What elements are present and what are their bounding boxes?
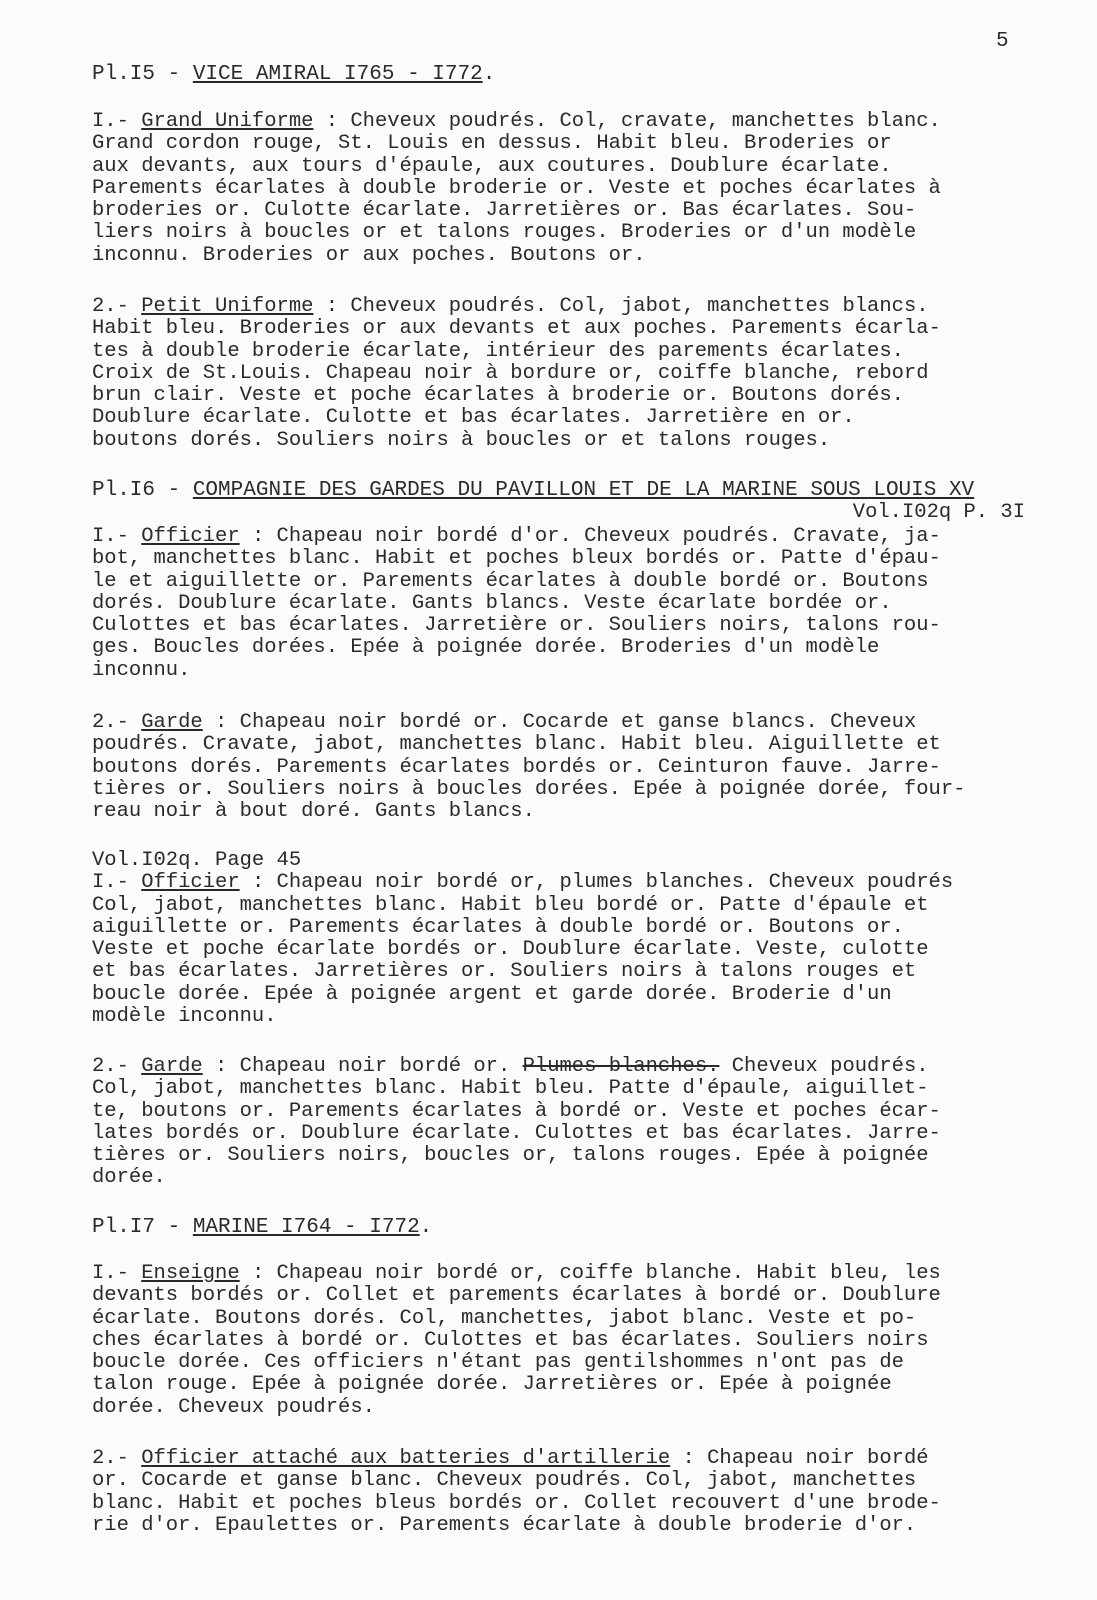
text-line: liers noirs à boucles or et talons rouges. Broderies or d'un modèle: [92, 221, 917, 245]
text-line: : Chapeau noir bordé d'or. Cheveux poudrés. Cravate, ja-: [239, 525, 941, 548]
text-line: COMPAGNIE DES GARDES DU PAVILLON ET DE LA MARINE SOUS LOUIS XV: [192, 479, 975, 502]
text-line: 2.-: [92, 295, 142, 318]
paragraph-label: Grand Uniforme: [141, 110, 314, 133]
text-line: I.-: [92, 525, 142, 548]
text-line: lates bordés or. Doublure écarlate. Culottes et bas écarlates. Jarre-: [92, 1121, 941, 1145]
paragraph-enseigne: [92, 1263, 1087, 1419]
paragraph-label: Enseigne: [141, 1262, 240, 1285]
text-line: VICE AMIRAL I765 - I772: [192, 63, 483, 86]
paragraph-label: Officier: [141, 525, 240, 548]
text-line: devants bordés or. Collet et parements écarlates à bordé or. Doublure: [92, 1284, 941, 1308]
text-line: : Chapeau noir bordé: [670, 1447, 929, 1470]
text-line: aiguillette or. Parements écarlates à double bordé or. Boutons or.: [92, 915, 904, 939]
text-line: tières or. Souliers noirs, boucles or, talons rouges. Epée à poignée: [92, 1144, 929, 1168]
text-line: : Cheveux poudrés. Col, jabot, manchettes blancs.: [313, 295, 929, 318]
paragraph-officier-artillerie: [92, 1448, 1087, 1537]
text-line: blanc. Habit et poches bleus bordés or. Collet recouvert d'une brode-: [92, 1491, 941, 1515]
paragraph-label: Officier attaché aux batteries d'artillerie: [141, 1447, 671, 1470]
text-line: tes à double broderie écarlate, intérieur des parements écarlates.: [92, 339, 904, 363]
text-line: : Chapeau noir bordé or, coiffe blanche. Habit bleu, les: [239, 1262, 941, 1285]
text-line: reau noir à bout doré. Gants blancs.: [92, 800, 535, 824]
paragraph-garde: [92, 712, 1087, 823]
text-line: : Cheveux poudrés. Col, cravate, manchettes blanc.: [313, 110, 941, 133]
text-line: et bas écarlates. Jarretières or. Souliers noirs à talons rouges et: [92, 960, 917, 984]
volume-reference: Vol.I02q P. 3I: [852, 501, 1025, 525]
text-line: .: [419, 1216, 433, 1239]
text-line: inconnu.: [92, 658, 191, 682]
paragraph-label: Petit Uniforme: [141, 295, 314, 318]
text-line: Parements écarlates à double broderie or. Veste et poches écarlates à: [92, 176, 941, 200]
struck-text: Plumes blanches.: [522, 1055, 720, 1078]
section-pl16: [92, 480, 1087, 525]
text-line: Culottes et bas écarlates. Jarretière or. Souliers noirs, talons rou-: [92, 614, 941, 638]
paragraph-officier: [92, 526, 1087, 682]
text-line: modèle inconnu.: [92, 1005, 277, 1029]
text-line: Veste et poche écarlate bordés or. Doublure écarlate. Veste, culotte: [92, 938, 929, 962]
text-line: le et aiguillette or. Parements écarlates à double bordé or. Boutons: [92, 569, 929, 593]
text-line: boutons dorés. Parements écarlates bordés or. Ceinturon fauve. Jarre-: [92, 755, 941, 779]
section-vol-page-45: [92, 850, 1087, 1028]
text-line: I.-: [92, 871, 142, 895]
text-line: Doublure écarlate. Culotte et bas écarlates. Jarretière en or.: [92, 406, 855, 430]
text-line: écarlate. Boutons dorés. Col, manchettes, jabot blanc. Veste et po-: [92, 1306, 917, 1330]
text-line: Habit bleu. Broderies or aux devants et aux poches. Parements écarla-: [92, 317, 941, 341]
text-line: MARINE I764 - I772: [192, 1216, 420, 1239]
text-line: : Chapeau noir bordé or.: [202, 1055, 523, 1078]
text-line: poudrés. Cravate, jabot, manchettes blanc. Habit bleu. Aiguillette et: [92, 733, 941, 757]
paragraph-label: Garde: [141, 711, 203, 734]
text-line: ches écarlates à bordé or. Culottes et bas écarlates. Souliers noirs: [92, 1328, 929, 1352]
text-line: I.-: [92, 1262, 142, 1285]
paragraph-grand-uniforme: [92, 111, 1087, 267]
text-line: bot, manchettes blanc. Habit et poches bleux bordés or. Patte d'épau-: [92, 547, 941, 571]
text-line: boucle dorée. Ces officiers n'étant pas gentilshommes n'ont pas de: [92, 1351, 904, 1375]
text-line: aux devants, aux tours d'épaule, aux coutures. Doublure écarlate.: [92, 154, 892, 178]
text-line: 2.-: [92, 1447, 142, 1470]
text-line: inconnu. Broderies or aux poches. Boutons or.: [92, 243, 646, 267]
text-line: Cheveux poudrés.: [719, 1055, 929, 1078]
section-heading: [92, 480, 1087, 502]
text-line: broderies or. Culotte écarlate. Jarretières or. Bas écarlates. Sou-: [92, 199, 917, 223]
text-line: : Chapeau noir bordé or. Cocarde et ganse blancs. Cheveux: [202, 711, 917, 734]
paragraph-label: Garde: [141, 1055, 203, 1078]
text-line: : Chapeau noir bordé or, plumes blanches. Cheveux poudrés: [239, 871, 954, 895]
text-line: Pl.I7 -: [92, 1216, 193, 1239]
paragraph-petit-uniforme: [92, 296, 1087, 452]
text-line: I.-: [92, 110, 142, 133]
text-line: Croix de St.Louis. Chapeau noir à bordure or, coiffe blanche, rebord: [92, 361, 929, 385]
text-line: 2.-: [92, 711, 142, 734]
text-line: 2.-: [92, 1055, 142, 1078]
text-line: Pl.I6 -: [92, 479, 193, 502]
section-heading: [92, 1217, 1087, 1239]
text-line: ges. Boucles dorées. Epée à poignée dorée. Broderies d'un modèle: [92, 636, 880, 660]
section-heading: [92, 64, 1087, 86]
text-line: Col, jabot, manchettes blanc. Habit bleu bordé or. Patte d'épaule et: [92, 893, 929, 917]
text-line: boucle dorée. Epée à poignée argent et garde dorée. Broderie d'un: [92, 982, 892, 1006]
text-line: boutons dorés. Souliers noirs à boucles or et talons rouges.: [92, 428, 831, 452]
text-line: brun clair. Veste et poche écarlates à broderie or. Boutons dorés.: [92, 384, 904, 408]
text-line: Col, jabot, manchettes blanc. Habit bleu. Patte d'épaule, aiguillet-: [92, 1077, 929, 1101]
page-number: 5: [996, 30, 1009, 53]
text-line: dorée.: [92, 1166, 166, 1190]
text-line: talon rouge. Epée à poignée dorée. Jarretières or. Epée à poignée: [92, 1373, 892, 1397]
text-line: Grand cordon rouge, St. Louis en dessus. Habit bleu. Broderies or: [92, 132, 892, 156]
text-line: tières or. Souliers noirs à boucles dorées. Epée à poignée dorée, four-: [92, 777, 966, 801]
paragraph-label: Officier: [141, 871, 240, 895]
text-line: rie d'or. Epaulettes or. Parements écarlate à double broderie d'or.: [92, 1513, 917, 1537]
text-line: te, boutons or. Parements écarlates à bordé or. Veste et poches écar-: [92, 1099, 941, 1123]
text-line: dorée. Cheveux poudrés.: [92, 1395, 375, 1419]
text-line: dorés. Doublure écarlate. Gants blancs. Veste écarlate bordée or.: [92, 591, 892, 615]
text-line: .: [482, 63, 496, 86]
text-line: or. Cocarde et ganse blanc. Cheveux poudrés. Col, jabot, manchettes: [92, 1469, 917, 1493]
section-pl15: [92, 64, 1087, 86]
volume-reference: Vol.I02q. Page 45: [92, 849, 302, 872]
section-pl17: [92, 1217, 1087, 1239]
text-line: Pl.I5 -: [92, 63, 193, 86]
paragraph-garde-2: [92, 1056, 1087, 1190]
